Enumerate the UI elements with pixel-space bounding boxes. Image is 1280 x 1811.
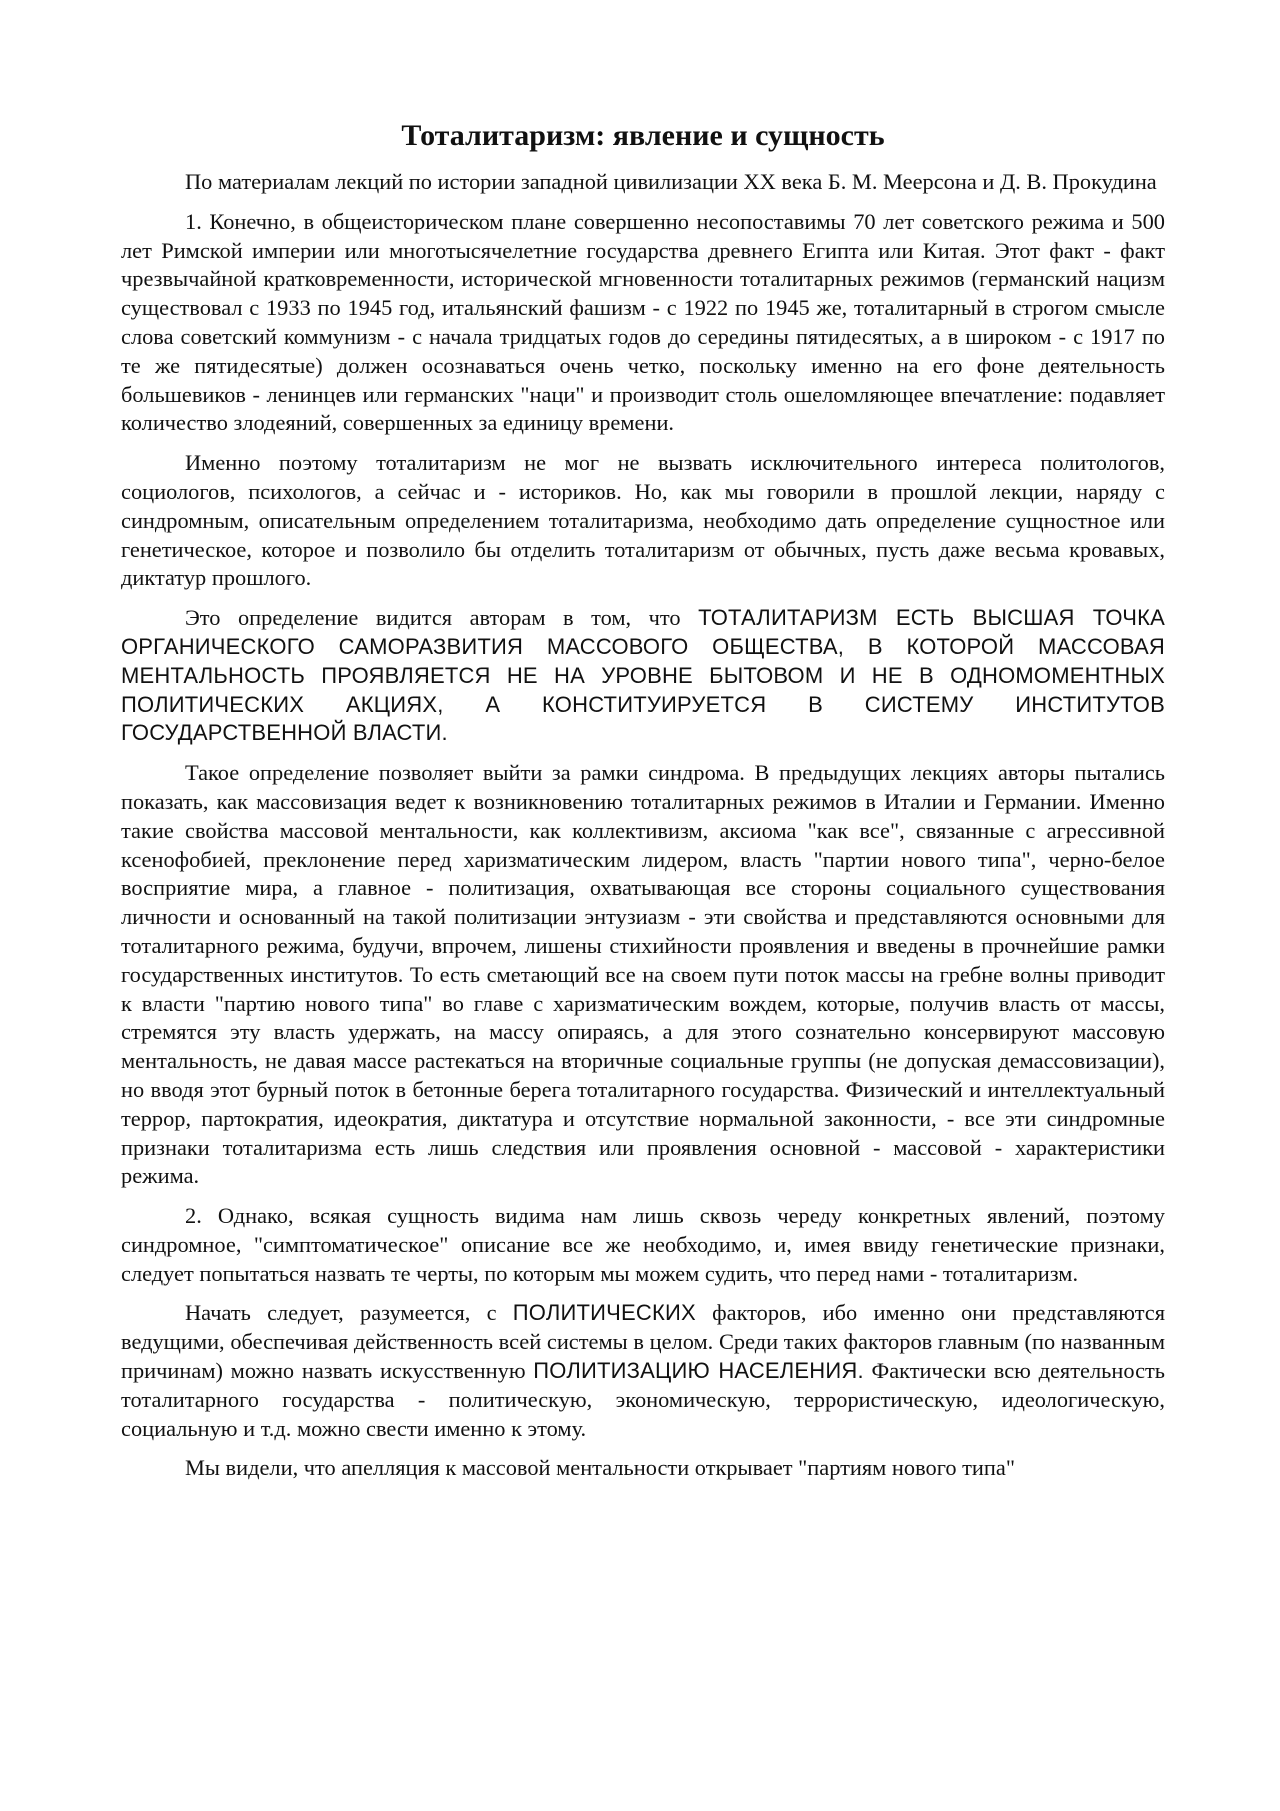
paragraph-4: Такое определение позволяет выйти за рамки синдрома. В предыдущих лекциях авторы пытались показать, как массовизация ведет к возникновению тоталитарных режимов в Италии и Германии. Именно такие свойства массовой ментальности, как коллективизм, аксиома "как все", связанные с агрессивной ксенофобией, преклонение перед харизматическим лидером, власть "партии нового типа", черно-белое восприятие мира, а главное - политизация, охватывающая все стороны социального существования личности и основанный на такой политизации энтузиазм - эти свойства и представляются основными для тоталитарного режима, будучи, впрочем, лишены стихийности проявления и введены в прочнейшие рамки государственных институтов. То есть сметающий все на своем пути поток массы на гребне волны приводит к власти "партию нового типа" во главе с харизматическим вождем, которые, получив власть от массы, стремятся эту власть удержать, на массу опираясь, а для этого сознательно консервируют массовую ментальность, не давая массе растекаться на вторичные социальные группы (не допуская демассовизации), но вводя этот бурный поток в бетонные берега тоталитарного государства. Физический и интеллектуальный террор, партократия, идеократия, диктатура и отсутствие нормальной законности, - все эти синдромные признаки тоталитаризма есть лишь следствия или проявления основной - массовой - характеристики режима.: [121, 760, 1165, 1189]
definition-paragraph: [121, 604, 1165, 748]
paragraph-1: 1. Конечно, в общеисторическом плане совершенно несопоставимы 70 лет советского режима и 500 лет Римской империи или многотысячелетние государства древнего Египта или Китая. Этот факт - факт чрезвычайной кратковременности, исторической мгновенности тоталитарных режимов (германский нацизм существовал с 1933 по 1945 год, итальянский фашизм - с 1922 по 1945 же, тоталитарный в строгом смысле слова советский коммунизм - с начала тридцатых годов до середины пятидесятых, а в широком - с 1917 по те же пятидесятые) должен осознаваться очень четко, поскольку именно на его фоне деятельность большевиков - ленинцев или германских "наци" и производит столь ошеломляющее впечатление: подавляет количество злодеяний, совершенных за единицу времени.: [121, 208, 1165, 436]
last-paragraph: Мы видели, что апелляция к массовой ментальности открывает "партиям нового типа": [185, 1455, 1015, 1481]
definition-caps-text: ТОТАЛИТАРИЗМ ЕСТЬ ВЫСШАЯ ТОЧКА ОРГАНИЧЕСКОГО САМОРАЗВИТИЯ МАССОВОГО ОБЩЕСТВА, В КОТОРОЙ МАССОВАЯ МЕНТАЛЬНОСТЬ ПРОЯВЛЯЕТСЯ НЕ НА УРОВНЕ БЫТОВОМ И НЕ В ОДНОМОМЕНТНЫХ ПОЛИТИЧЕСКИХ АКЦИЯХ, А КОНСТИТУИРУЕТСЯ В СИСТЕМУ ИНСТИТУТОВ ГОСУДАРСТВЕННОЙ ВЛАСТИ.: [121, 605, 1165, 746]
document-title: Тоталитаризм: явление и сущность: [401, 119, 885, 152]
factors-part-2: факторов, ибо именно они представляются ведущими, обеспечивая действенность всей системы в целом. Среди таких факторов главным (по названным причинам) можно назвать искусственную: [121, 1300, 1165, 1384]
factors-caps-2: ПОЛИТИЗАЦИЮ НАСЕЛЕНИЯ.: [533, 1358, 864, 1384]
paragraph-5: 2. Однако, всякая сущность видима нам лишь сквозь череду конкретных явлений, поэтому синдромное, "симптоматическое" описание все же необходимо, и, имея ввиду генетические признаки, следует попытаться назвать те черты, по которым мы можем судить, что перед нами - тоталитаризм.: [121, 1203, 1165, 1286]
paragraph-2: Именно поэтому тоталитаризм не мог не вызвать исключительного интереса политологов, социологов, психологов, а сейчас и - историков. Но, как мы говорили в прошлой лекции, наряду с синдромным, описательным определением тоталитаризма, необходимо дать определение сущностное или генетическое, которое и позволило бы отделить тоталитаризм от обычных, пусть даже весьма кровавых, диктатур прошлого.: [121, 450, 1165, 591]
document-page: [121, 118, 1165, 1494]
factors-paragraph: [121, 1299, 1165, 1443]
factors-part-1: Начать следует, разумеется, с: [185, 1300, 513, 1326]
subtitle-paragraph: По материалам лекций по истории западной цивилизации XX века Б. М. Меерсона и Д. В. Прокудина: [185, 169, 1157, 194]
definition-intro: Это определение видится авторам в том, что: [185, 605, 699, 631]
factors-part-3: Фактически всю деятельность тоталитарного государства - политическую, экономическую, террористическую, идеологическую, социальную и т.д. можно свести именно к этому.: [121, 1358, 1166, 1441]
factors-caps-1: ПОЛИТИЧЕСКИХ: [512, 1300, 696, 1326]
